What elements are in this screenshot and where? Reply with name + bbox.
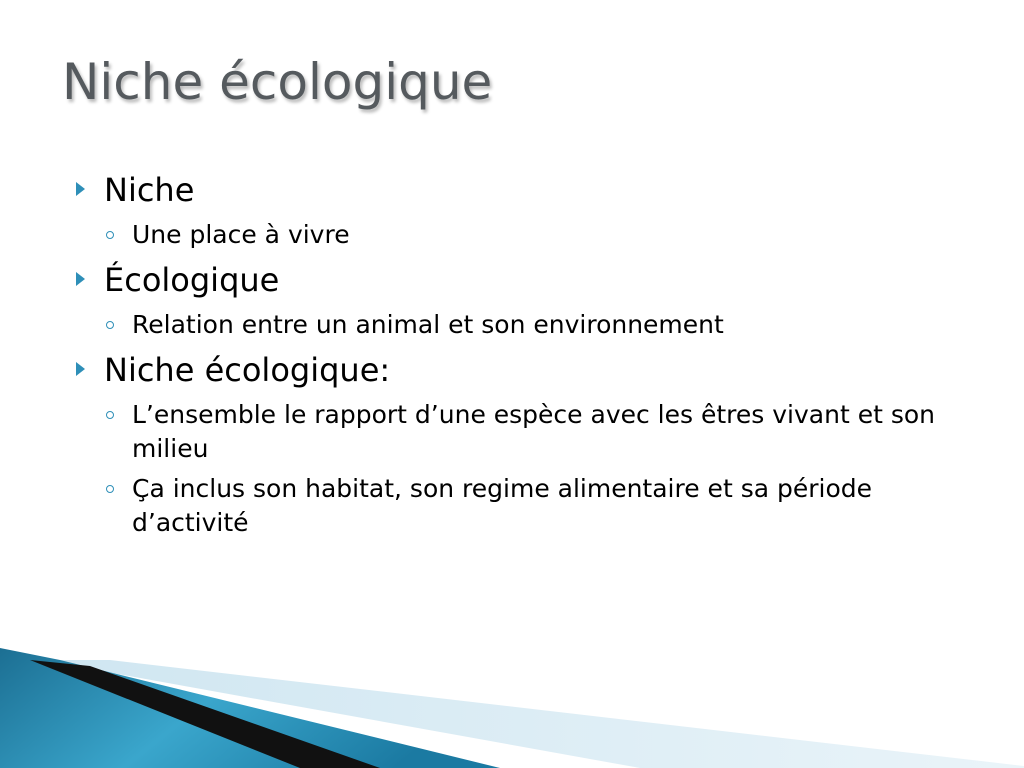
circle-bullet-icon — [106, 231, 114, 239]
triangle-bullet-icon — [76, 272, 85, 286]
bullet-group-ecologique — [72, 258, 972, 342]
sub-bullet-text: Une place à vivre — [132, 220, 350, 249]
circle-bullet-icon — [106, 411, 114, 419]
sub-bullet-text: L’ensemble le rapport d’une espèce avec les êtres vivant et son milieu — [132, 400, 935, 463]
wave-blue-band — [0, 648, 500, 768]
circle-bullet-icon — [106, 485, 114, 493]
bullet-text: Niche écologique: — [104, 351, 391, 389]
sub-bullet-item — [72, 308, 972, 342]
triangle-bullet-icon — [76, 182, 85, 196]
bullet-group-niche — [72, 168, 972, 252]
bullet-group-niche-ecologique — [72, 348, 972, 540]
sub-bullet-item — [72, 398, 972, 466]
sub-bullet-text: Ça inclus son habitat, son regime alimentaire et sa période d’activité — [132, 474, 873, 537]
bullet-text: Niche — [104, 171, 195, 209]
bullet-item — [72, 258, 972, 302]
wave-light-band — [40, 660, 1024, 768]
sub-bullet-item — [72, 218, 972, 252]
bullet-text: Écologique — [104, 261, 280, 299]
triangle-bullet-icon — [76, 362, 85, 376]
bullet-item — [72, 348, 972, 392]
sub-bullet-item — [72, 472, 972, 540]
circle-bullet-icon — [106, 321, 114, 329]
wave-dark-stripe — [30, 660, 380, 768]
bullet-item — [72, 168, 972, 212]
slide-title: Niche écologique — [62, 53, 493, 111]
bullet-list — [72, 168, 972, 546]
sub-bullet-text: Relation entre un animal et son environnement — [132, 310, 724, 339]
